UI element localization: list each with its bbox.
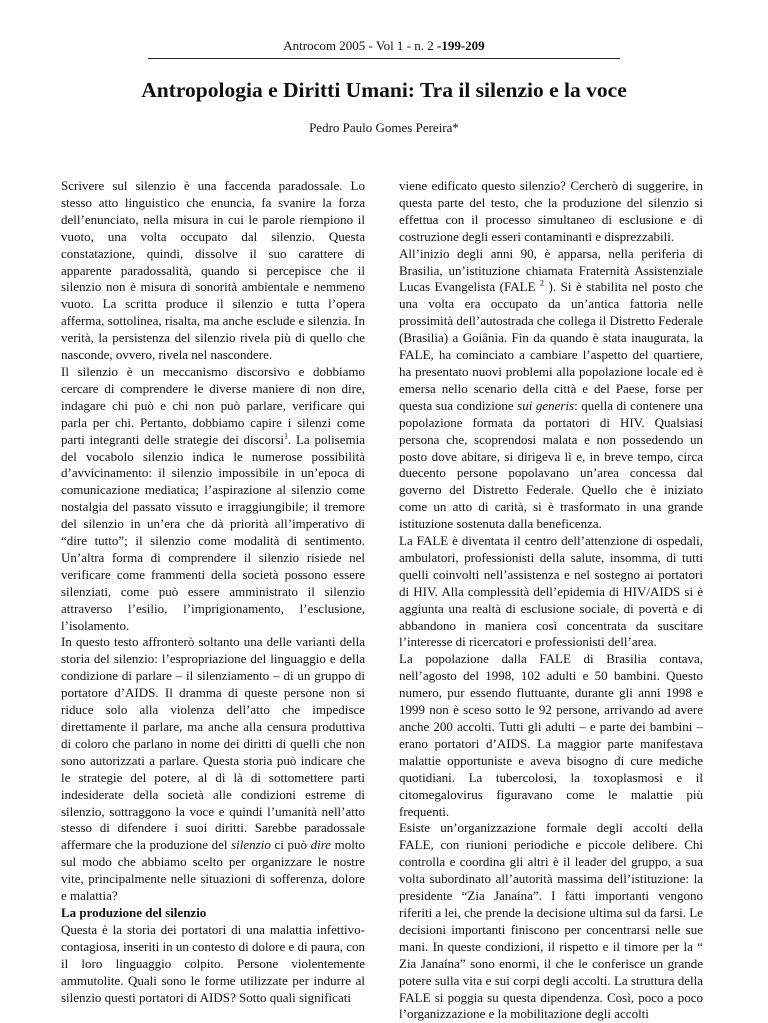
paragraph: La FALE è diventata il centro dell’attenzione di ospedali, ambulatori, professionisti della salute, insomma, di tutti quelli coinvolti nell’assistenza e nel sostegno ai portatori di HIV. Alla complessità dell’epidemia di HIV/AIDS si è aggiunta una realtà di esclusione sociale, di povertà e di abbandono in maniera così concentrata da suscitare l’interesse di ricercatori e professionisti dell’area. [399,533,703,650]
page-range: -199-209 [437,38,485,53]
paragraph: viene edificato questo silenzio? Cercherò di suggerire, in questa parte del testo, che la produzione del silenzio si effettua con il processo simultaneo di esclusione e di costruzione degli esseri contaminanti e disprezzabili. [399,178,703,244]
article-title: Antropologia e Diritti Umani: Tra il silenzio e la voce [141,78,627,102]
paragraph: All’inizio degli anni 90, è apparsa, nella periferia di Brasilia, un’istituzione chiamata Fraternità Assistenziale Lucas Evangelista (FALE $^2$ ). Si è stabilita nel posto che una volta era occupato da un’antica fattoria nelle prossimità dell’autostrada che collega il Distretto Federale (Brasilia) a Goiânia. Fin da quando è stata inaugurata, la FALE, ha cominciato a cambiare l’aspetto del quartiere, ha presentato nuovi problemi alla popolazione locale ed è emersa nello scenario della città e del Paese, forse per questa sua condizione sui generis: quella di contenere una popolazione formata da portatori di HIV. Qualsiasi persona che, scoprendosi malata e non possedendo un posto dove abitare, si dirigeva lì e, in breve tempo, circa duecento persone popolavano un’area concessa dal governo del Distretto Federale. Quello che è iniziato come un atto di carità, si è trasformato in una grande istituzione sostenuta dalla beneficenza. [399,245,703,532]
running-header [148,38,620,54]
paragraph: Scrivere sul silenzio è una faccenda paradossale. Lo stesso atto linguistico che enuncia, fa svanire la forza dell’enunciato, nella misura in cui le parole riempiono il vuoto, una volta occupato dal silenzio. Questa constatazione, quindi, dissolve il suo carattere di apparente paradossalità, quando si percepisce che il silenzio non è misura di sonorità ambientale e nemmeno vuoto. La scritta produce il silenzio e tutta l’opera afferma, sottolinea, risalta, ma anche esclude e silenzia. In verità, la persistenza del silenzio rivela più di quello che nasconde, ovvero, rivela nel nascondere. [61,178,365,363]
journal-citation: Antrocom 2005 - Vol 1 - n. 2 [283,38,438,53]
footnote-ref-1[interactable]: 1 [284,431,288,441]
footnote-ref-2[interactable]: 2 [540,279,545,289]
paragraph: In questo testo affronterò soltanto una delle varianti della storia del silenzio: l’espropriazione del linguaggio e della condizione di parlare – il silenziamento – di un gruppo di portatore d’AIDS. Il dramma di queste persone non si riduce solo alla violenza dell’atto che impedisce direttamente il parlare, ma anche alla censura produttiva di coloro che parlano in nome dei diritti di quelli che non sono autorizzati a parlare. Questa storia può indicare che le strategie del potere, al di là di sottomettere parti indesiderate della società alle condizioni estreme di silenzio, sottraggono la voce e quindi l’umanità nell’atto stesso di difendere i suoi diritti. Sarebbe paradossale affermare che la produzione del silenzio ci può dire molto sul modo che abbiamo scelto per organizzare le nostre vite, principalmente nelle situazioni di sofferenza, dolore e malattia? [61,634,365,904]
paragraph: Il silenzio è un meccanismo discorsivo e dobbiamo cercare di comprendere le diverse maniere di non dire, indagare chi può e chi non può parlare, verificare qui parla per chi. Pertanto, dobbiamo capire i silenzi come parti integranti delle strategie dei discorsi$^1$. La polisemia del vocabolo silenzio indica le numerose possibilità d’avvicinamento: il silenzio impossibile in un’epoca di comunicazione mediatica; l’aspirazione al silenzio come nostalgia del passato vissuto e irraggiungibile; il tremore del silenzio in un’era che dà priorità all’imperativo di “dire tutto”; il silenzio come modalità di sentimento. Un’altra forma di comprendere il silenzio risiede nel verificare come frammenti della società possono essere silenziati, come può essere amministrato il silenzio attraverso l’esilio, l’imprigionamento, l’esclusione, l’isolamento. [61,363,365,633]
author-name: Pedro Paulo Gomes Pereira* [309,120,459,135]
right-column [399,178,703,1023]
paragraph: Questa è la storia dei portatori di una malattia infettivo-contagiosa, inseriti in un contesto di dolore e di paura, con il loro linguaggio colpito. Persone violentemente ammutolite. Quali sono le forme utilizzate per indurre al silenzio questi portatori di AIDS? Sotto quali significati [61,921,365,1005]
paragraph: Esiste un’organizzazione formale degli accolti della FALE, con riunioni periodiche e piccole delibere. Chi controlla e coordina gli altri è il leader del gruppo, a sua volta subordinato all’autorità massima dell’istituzione: la presidente “Zia Janaína”. I fatti importanti vengono riferiti a lei, che prende la decisione ultima sul da farsi. Le decisioni importanti finiscono per concentrarsi nelle sue mani. In queste condizioni, il rispetto e il timore per la “ Zia Janaína” sono enormi, il che le conferisce un grande potere sulla vita e sui corpi degli accolti. La struttura della FALE si poggia su questa dipendenza. Così, poco a poco l’organizzazione e la mobilitazione degli accolti [399,820,703,1022]
section-heading: La produzione del silenzio [61,904,207,920]
left-column [61,178,365,1006]
header-rule [148,58,620,59]
paragraph: La popolazione dalla FALE di Brasilia contava, nell’agosto del 1998, 102 adulti e 50 bambini. Questo numero, pur essendo fluttuante, durante gli anni 1998 e 1999 non è sceso sotto le 92 persone, arrivando ad avere anche 200 accolti. Tutti gli adulti – e parte dei bambini – erano portatori d’AIDS. La maggior parte manifestava malattie opportuniste e aveva bisogno di cure mediche quotidiani. La tubercolosi, la toxoplasmosi e il citomegalovirus figuravano come le malattie più frequenti. [399,651,703,819]
